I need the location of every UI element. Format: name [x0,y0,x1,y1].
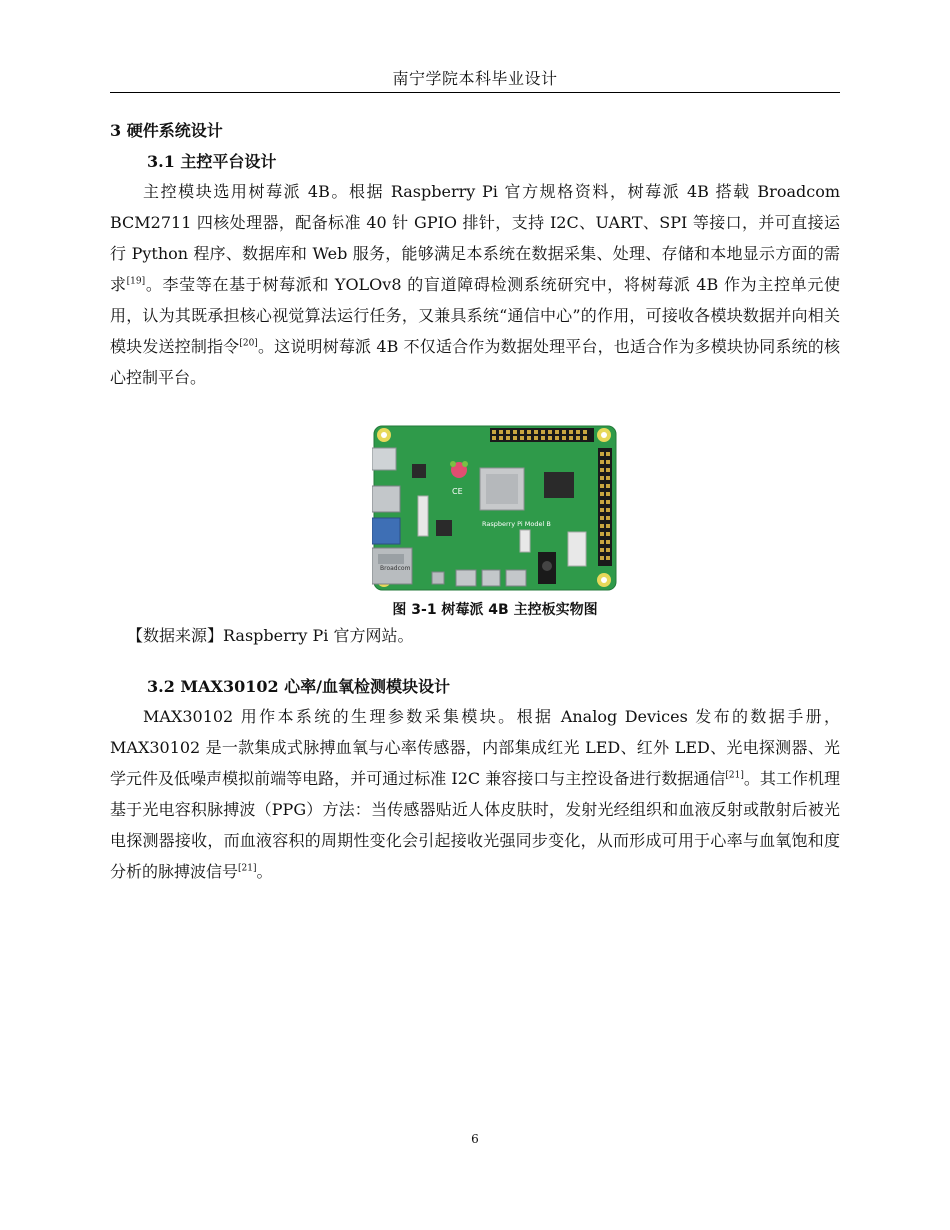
paragraph-text: 。李莹等在基于树莓派和 YOLOv8 的盲道障碍检测系统研究中，将树莓派 4B 作为主控单元使用，认为其既承担核心视觉算法运行任务，又兼具系统“通信中心”的作用，可接收各模块数据并向相关模块发送控制指令 [110,275,840,356]
section-heading-3: 3 硬件系统设计 [110,121,223,140]
paragraph-max30102 [110,701,840,887]
citation-21-second[interactable]: [21] [238,863,257,874]
brand-label: Broadcom [380,565,411,572]
raspberry-pi-board-image [372,424,618,592]
board-label: Raspberry Pi Model B [482,520,551,528]
figure-caption: 图 3-1 树莓派 4B 主控板实物图 [392,602,598,618]
citation-21[interactable]: [21] [725,770,744,781]
paragraph-text: 主控模块选用树莓派 4B。根据 Raspberry Pi 官方规格资料，树莓派 4B 搭载 Broadcom BCM2711 四核处理器，配备标准 40 针 GPIO 排针，支持 I2C、UART、SPI 等接口，并可直接运行 Python 程序、数据库和 Web 服务，能够满足本系统在数据采集、处理、存储和本地显示方面的需求 [110,182,840,294]
section-heading-3-2: 3.2 MAX30102 心率/血氧检测模块设计 [147,677,451,696]
svg-text:CE: CE [452,487,463,496]
paragraph-text: 。这说明树莓派 4B 不仅适合作为数据处理平台，也适合作为多模块协同系统的核心控制平台。 [110,337,840,387]
paragraph-text: 。其工作机理基于光电容积脉搏波（PPG）方法：当传感器贴近人体皮肤时，发射光经组织和血液反射或散射后被光电探测器接收，而血液容积的周期性变化会引起接收光强同步变化，从而形成可用于心率与血氧饱和度分析的脉搏波信号 [110,769,840,881]
section-heading-3-1: 3.1 主控平台设计 [147,152,277,171]
page-header: 南宁学院本科毕业设计 [110,66,840,93]
paragraph-text: 。 [256,862,273,881]
paragraph-text: MAX30102 用作本系统的生理参数采集模块。根据 Analog Devices 发布的数据手册，MAX30102 是一款集成式脉搏血氧与心率传感器，内部集成红光 LED、红外 LED、光电探测器、光学元件及低噪声模拟前端等电路，并可通过标准 I2C 兼容接口与主控设备进行数据通信 [110,707,840,788]
citation-20[interactable]: [20] [239,338,258,349]
citation-19[interactable]: [19] [126,276,146,287]
page-number: 6 [471,1132,479,1146]
figure-source: 【数据来源】Raspberry Pi 官方网站。 [127,626,414,645]
paragraph-main-control [110,176,840,393]
